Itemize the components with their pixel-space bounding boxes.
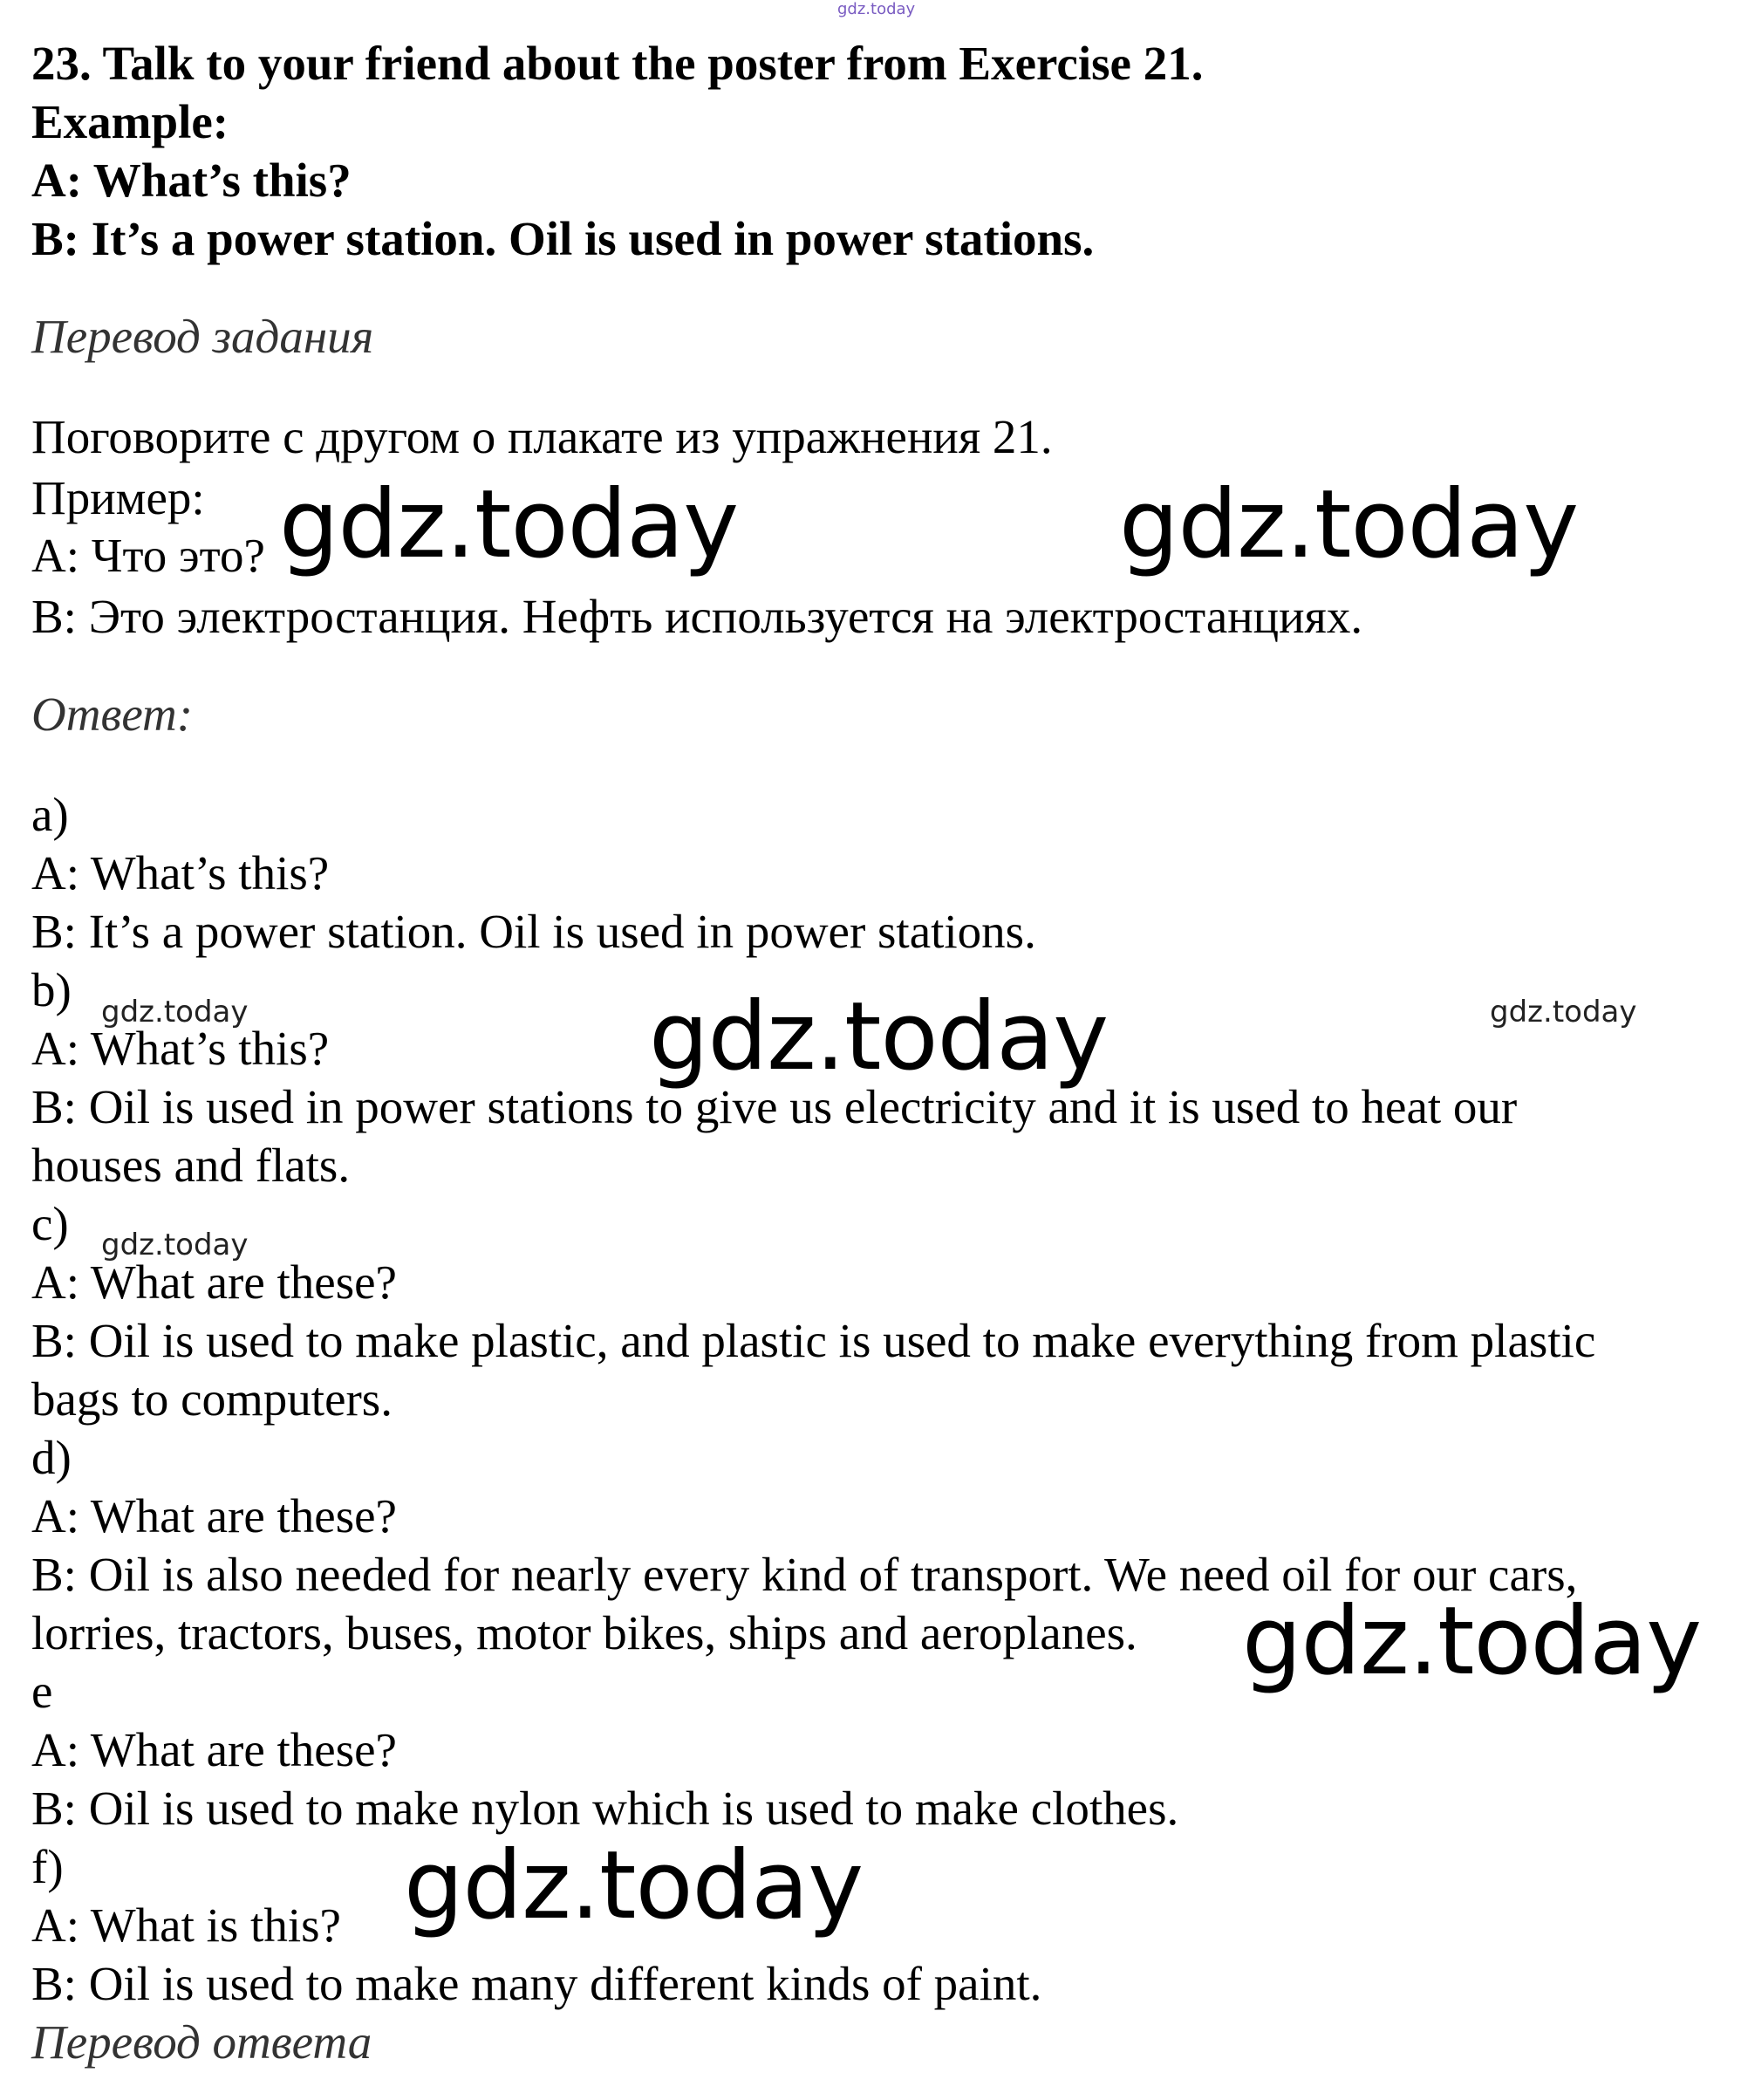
answer-c-line-a: A: What are these? — [31, 1255, 397, 1309]
answer-f-line-a: A: What is this? — [31, 1898, 341, 1952]
answer-a-line-b: B: It’s a power station. Oil is used in power stations. — [31, 905, 1036, 958]
answer-d-line-a: A: What are these? — [31, 1489, 397, 1543]
example-line-b: B: It’s a power station. Oil is used in power stations. — [31, 212, 1095, 265]
footer-heading: Перевод ответа — [31, 2015, 372, 2069]
example-label: Example: — [31, 95, 229, 148]
answer-c-line-b1: B: Oil is used to make plastic, and plastic is used to make everything from plastic — [31, 1314, 1596, 1367]
translation-line-4: B: Это электростанция. Нефть используется на электростанциях. — [31, 590, 1363, 643]
watermark-4: gdz.today — [1242, 1587, 1702, 1696]
answer-b-line-b1: B: Oil is used in power stations to give us electricity and it is used to heat our — [31, 1080, 1518, 1133]
answer-a-label: a) — [31, 788, 69, 841]
watermark-1: gdz.today — [279, 470, 739, 579]
answer-c-label: c) — [31, 1197, 69, 1250]
watermark-5: gdz.today — [404, 1831, 864, 1940]
translation-line-3: A: Что это? — [31, 529, 265, 582]
answer-b-line-b2: houses and flats. — [31, 1139, 351, 1192]
watermark-2: gdz.today — [1119, 470, 1579, 579]
translation-line-1: Поговорите с другом о плакате из упражнения 21. — [31, 410, 1053, 463]
answer-a-line-a: A: What’s this? — [31, 846, 330, 900]
answer-c-line-b2: bags to computers. — [31, 1372, 393, 1426]
answer-e-label: e — [31, 1665, 53, 1718]
answer-e-line-a: A: What are these? — [31, 1723, 397, 1776]
watermark-3: gdz.today — [649, 982, 1109, 1091]
translation-heading: Перевод задания — [31, 310, 374, 363]
watermark-top: gdz.today — [837, 0, 916, 18]
task-title: 23. Talk to your friend about the poster from Exercise 21. — [31, 37, 1204, 90]
answer-d-line-b1: B: Oil is also needed for nearly every kind of transport. We need oil for our cars, — [31, 1548, 1578, 1601]
answer-f-label: f) — [31, 1840, 64, 1893]
answer-b-line-a: A: What’s this? — [31, 1022, 330, 1075]
answer-d-label: d) — [31, 1431, 72, 1484]
example-line-a: A: What’s this? — [31, 154, 352, 207]
answer-d-line-b2: lorries, tractors, buses, motor bikes, ships and aeroplanes. — [31, 1606, 1137, 1659]
answer-heading: Ответ: — [31, 687, 194, 741]
answer-e-line-b: B: Oil is used to make nylon which is used to make clothes. — [31, 1782, 1179, 1835]
watermark-small-2: gdz.today — [1490, 995, 1637, 1029]
answer-f-line-b: B: Oil is used to make many different kinds of paint. — [31, 1957, 1042, 2010]
answer-b-label: b) — [31, 963, 72, 1016]
watermark-small-1: gdz.today — [101, 995, 249, 1029]
translation-line-2: Пример: — [31, 471, 205, 524]
watermark-small-3: gdz.today — [101, 1228, 249, 1262]
